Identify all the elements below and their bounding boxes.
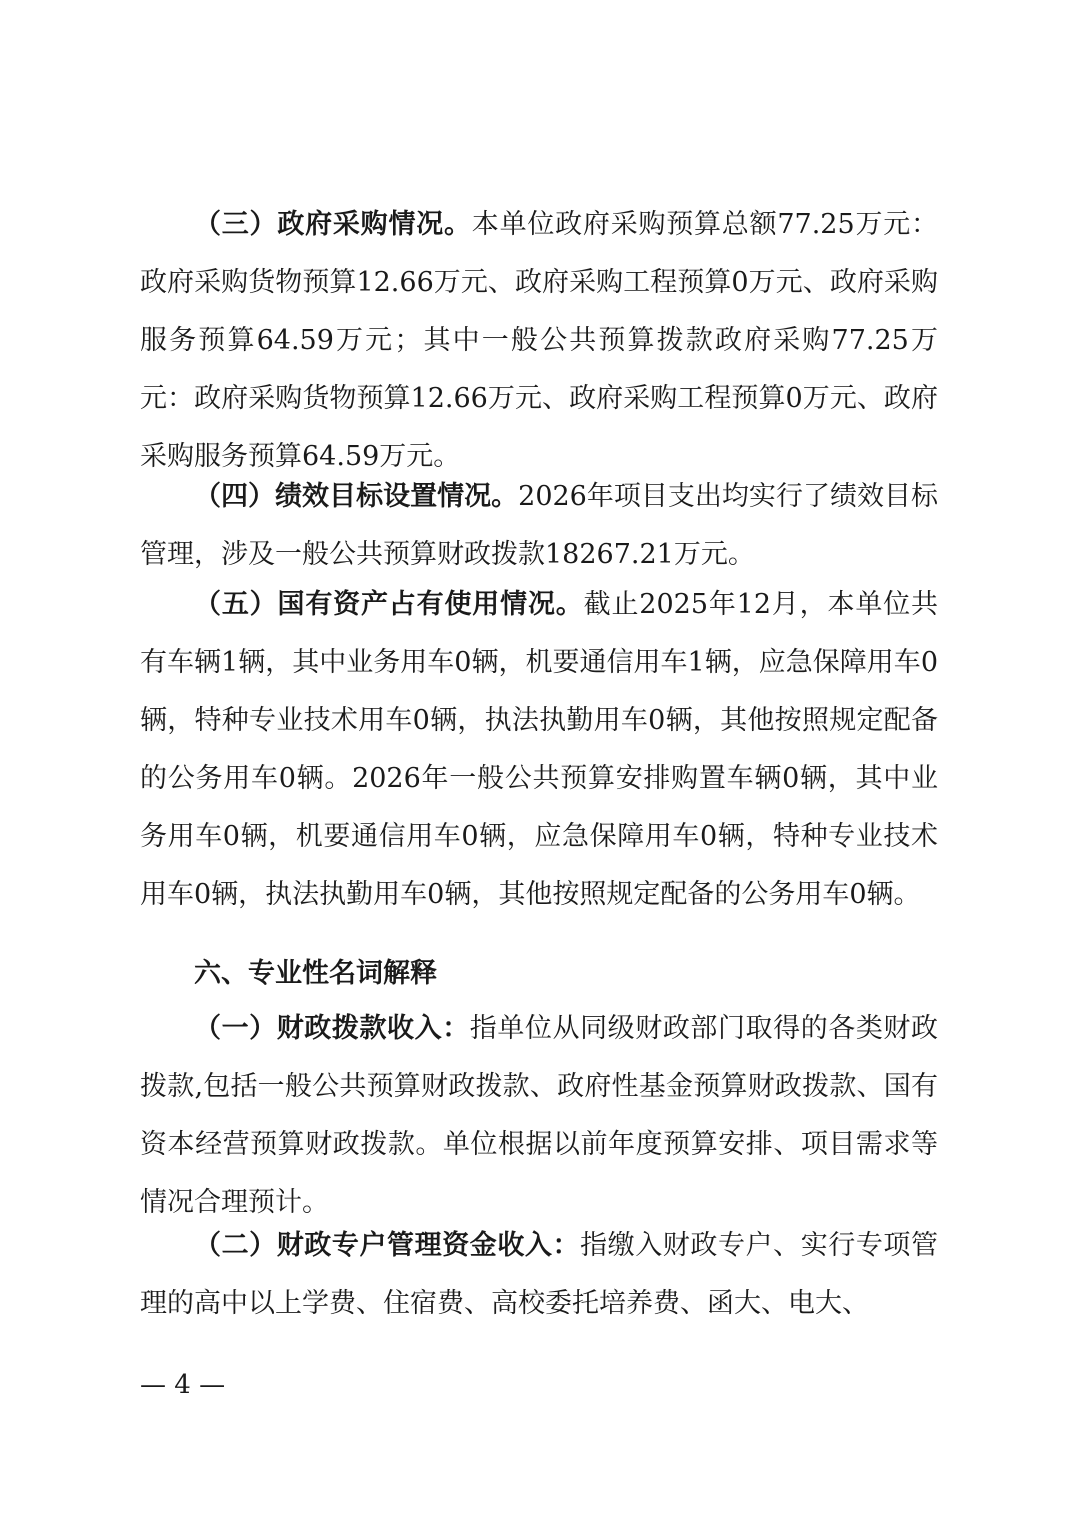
paragraph-lead: （五）国有资产占有使用情况。 (194, 589, 584, 620)
paragraph-text: 本单位政府采购预算总额77.25万元：政府采购货物预算12.66万元、政府采购工程预算0万元、政府采购服务预算64.59万元；其中一般公共预算拨款政府采购77.25万元：政府采购货物预算12.66万元、政府采购工程预算0万元、政府采购服务预算64.59万元。 (140, 209, 939, 472)
paragraph-lead: （四）绩效目标设置情况。 (194, 481, 519, 512)
paragraph-fiscal-appropriation (140, 1000, 938, 1232)
paragraph-text: 截止2025年12月，本单位共有车辆1辆，其中业务用车0辆，机要通信用车1辆，应急保障用车0辆，特种专业技术用车0辆，执法执勤用车0辆，其他按照规定配备的公务用车0辆。2026年一般公共预算安排购置车辆0辆，其中业务用车0辆，机要通信用车0辆，应急保障用车0辆，特种专业技术用车0辆，执法执勤用车0辆，其他按照规定配备的公务用车0辆。 (140, 589, 938, 910)
section-heading: 六、专业性名词解释 (194, 958, 437, 989)
page-number: — 4 — (140, 1370, 226, 1400)
paragraph-text: 指缴入财政专户、实行专项管理的高中以上学费、住宿费、高校委托培养费、函大、电大、 (140, 1230, 939, 1319)
paragraph-assets (140, 576, 938, 924)
paragraph-text: 2026年项目支出均实行了绩效目标管理，涉及一般公共预算财政拨款18267.21万元。 (140, 481, 938, 570)
paragraph-performance (140, 468, 938, 584)
paragraph-text: 指单位从同级财政部门取得的各类财政拨款,包括一般公共预算财政拨款、政府性基金预算财政拨款、国有资本经营预算财政拨款。单位根据以前年度预算安排、项目需求等情况合理预计。 (140, 1013, 939, 1218)
paragraph-special-account (140, 1217, 938, 1333)
paragraph-lead: （二）财政专户管理资金收入： (194, 1230, 581, 1261)
paragraph-lead: （一）财政拨款收入： (194, 1013, 470, 1044)
paragraph-lead: （三）政府采购情况。 (194, 209, 472, 240)
paragraph-procurement (140, 196, 938, 486)
